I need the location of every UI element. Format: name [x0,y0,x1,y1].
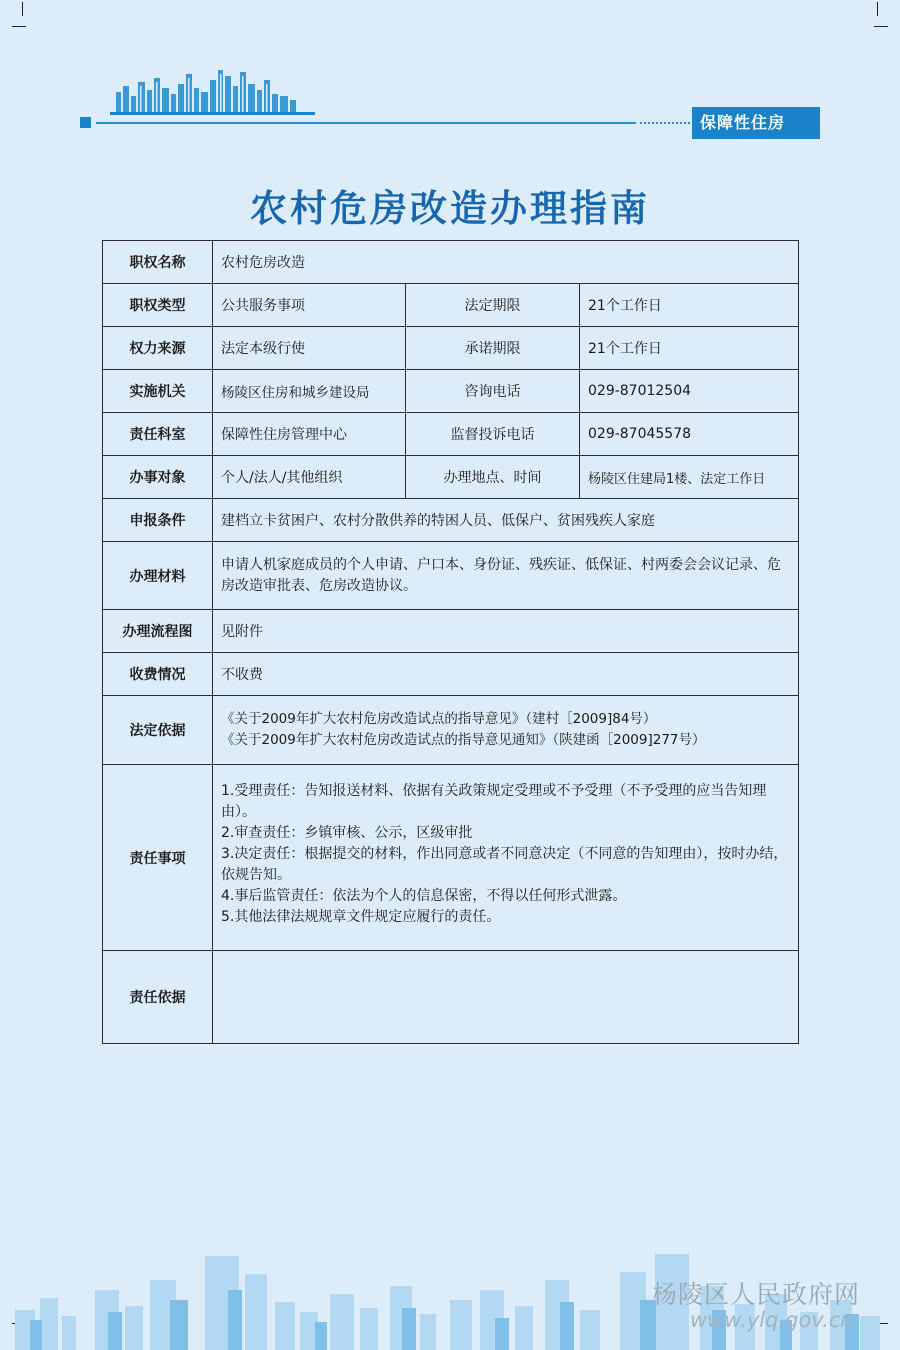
row-value [213,951,799,1044]
row-value: 杨陵区住房和城乡建设局 [213,370,406,413]
duty-line: 4.事后监管责任：依法为个人的信息保密，不得以任何形式泄露。 [221,888,627,904]
basis-line: 《关于2009年扩大农村危房改造试点的指导意见》（建村［2009]84号） [221,711,657,727]
row-value-secondary: 21个工作日 [580,327,799,370]
row-label: 职权类型 [103,284,213,327]
row-label: 职权名称 [103,241,213,284]
crop-mark [22,2,23,16]
table-row [103,370,799,413]
table-row [103,610,799,653]
duty-line: 5.其他法律法规规章文件规定应履行的责任。 [221,909,501,925]
row-value: 公共服务事项 [213,284,406,327]
guide-table [102,240,799,1044]
table-row [103,499,799,542]
table-row [103,413,799,456]
row-value: 建档立卡贫困户、农村分散供养的特困人员、低保户、贫困残疾人家庭 [213,499,799,542]
duty-line: 1.受理责任：告知报送材料、依据有关政策规定受理或不予受理（不予受理的应当告知理由）。 [221,783,767,820]
row-value-secondary: 杨陵区住建局1楼、法定工作日 [580,456,799,499]
watermark-name: 杨陵区人民政府网 [652,1280,861,1309]
table-row [103,542,799,610]
table-row [103,653,799,696]
table-row [103,327,799,370]
row-label-secondary: 监督投诉电话 [406,413,580,456]
row-value: 农村危房改造 [213,241,799,284]
page-title: 农村危房改造办理指南 [250,187,650,230]
row-value: 见附件 [213,610,799,653]
crop-mark [12,12,26,27]
row-value [213,765,799,951]
row-label-secondary: 咨询电话 [406,370,580,413]
row-label: 收费情况 [103,653,213,696]
row-label: 办理材料 [103,542,213,610]
table-row [103,241,799,284]
row-value-secondary: 029-87012504 [580,370,799,413]
row-value: 不收费 [213,653,799,696]
row-label: 办理流程图 [103,610,213,653]
table-row [103,284,799,327]
row-label-secondary: 办理地点、时间 [406,456,580,499]
watermark-url: www.ylq.gov.cn [690,1308,854,1332]
table-row [103,765,799,951]
row-label: 权力来源 [103,327,213,370]
table-row [103,696,799,765]
header-square [80,117,91,128]
table-row [103,456,799,499]
header-dotted-rule [640,122,690,124]
duty-line: 3.决定责任：根据提交的材料，作出同意或者不同意决定（不同意的告知理由），按时办结，依规告知。 [221,846,788,883]
row-label-secondary: 承诺期限 [406,327,580,370]
row-label: 法定依据 [103,696,213,765]
category-tag: 保障性住房 [692,107,820,139]
row-label: 实施机关 [103,370,213,413]
row-label: 申报条件 [103,499,213,542]
row-value: 法定本级行使 [213,327,406,370]
row-label-secondary: 法定期限 [406,284,580,327]
row-value [213,696,799,765]
row-value-secondary: 21个工作日 [580,284,799,327]
row-label: 责任事项 [103,765,213,951]
row-value: 个人/法人/其他组织 [213,456,406,499]
crop-mark [877,2,878,16]
row-label: 责任依据 [103,951,213,1044]
basis-line: 《关于2009年扩大农村危房改造试点的指导意见通知》（陕建函［2009]277号） [221,732,706,748]
row-value: 申请人机家庭成员的个人申请、户口本、身份证、残疾证、低保证、村两委会会议记录、危房改造审批表、危房改造协议。 [213,542,799,610]
row-label: 办事对象 [103,456,213,499]
row-value: 保障性住房管理中心 [213,413,406,456]
header-skyline-graphic [110,66,315,118]
header-rule [96,122,636,124]
table-row [103,951,799,1044]
duty-line: 2.审查责任：乡镇审核、公示，区级审批 [221,825,473,841]
row-label: 责任科室 [103,413,213,456]
row-value-secondary: 029-87045578 [580,413,799,456]
